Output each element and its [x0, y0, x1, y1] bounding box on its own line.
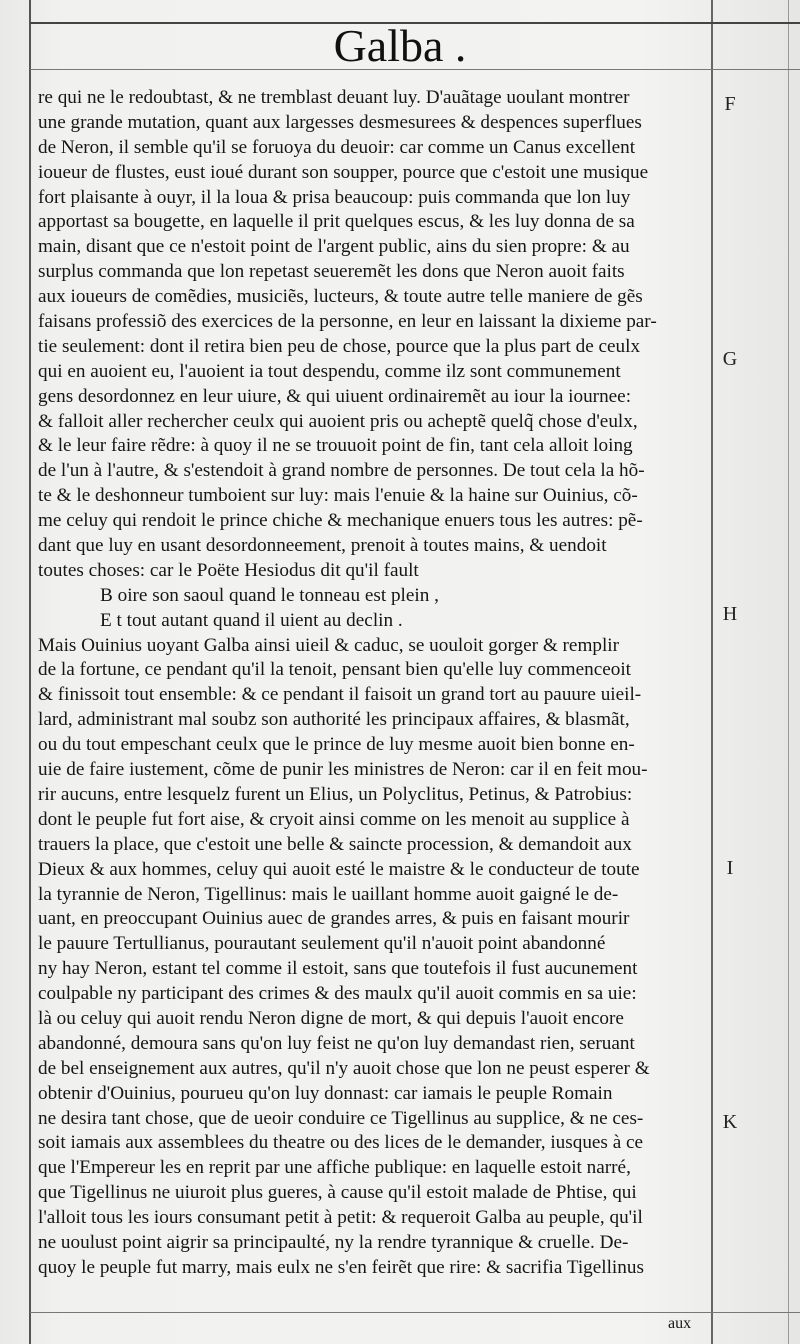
text-line: dont le peuple fut fort aise, & cryoit ainsi comme on les menoit au supplice à: [38, 808, 630, 830]
text-line: Mais Ouinius uoyant Galba ainsi uieil & caduc, se uouloit gorger & remplir: [38, 634, 620, 656]
page-edge-rule: [788, 0, 789, 1344]
text-line: la tyrannie de Neron, Tigellinus: mais le uaillant homme auoit gaigné le de-: [38, 883, 619, 905]
text-line: fort plaisante à ouyr, il la loua & prisa beaucoup: puis commanda que lon luy: [38, 186, 631, 208]
text-line: aux ioueurs de comẽdies, musiciẽs, lucteurs, & toute autre telle maniere de gẽs: [38, 286, 643, 308]
footer-rule: [30, 1312, 800, 1313]
text-line: le pauure Tertullianus, pourautant seulement qu'il n'auoit point abandonné: [38, 933, 606, 955]
text-line: lard, administrant mal soubz son authorité les principaux affaires, & blasmãt,: [38, 709, 630, 731]
text-line: de bel enseignement aux autres, qu'il n'y auoit chose que lon ne peust esperer &: [38, 1057, 650, 1079]
text-line: surplus commanda que lon repetast seueremẽt les dons que Neron auoit faits: [38, 261, 625, 283]
text-line: uie de faire iustement, cõme de punir les ministres de Neron: car il en feit mou-: [38, 759, 648, 781]
text-line: & finissoit tout ensemble: & ce pendant il faisoit un grand tort au pauure uieil-: [38, 684, 642, 706]
text-line: là ou celuy qui auoit rendu Neron digne de mort, & qui depuis l'auoit encore: [38, 1007, 624, 1029]
text-line: de Neron, il semble qu'il se foruoya du deuoir: car comme un Canus excellent: [38, 136, 636, 158]
text-line: ne uoulust point aigrir sa principaulté, ny la rendre tyrannique & cruelle. De-: [38, 1231, 629, 1253]
text-line: ioueur de flustes, eust ioué durant son soupper, pource que c'estoit une musique: [38, 161, 649, 183]
text-line: ny hay Neron, estant tel comme il estoit, sans que toutefois il fust aucunement: [38, 958, 638, 980]
text-line: l'alloit tous les iours consumant petit à petit: & requeroit Galba au peuple, qu'il: [38, 1207, 643, 1229]
margin-letter: H: [722, 603, 738, 625]
text-line: gens desordonnez en leur uiure, & qui uiuent ordinairemẽt au iour la iournee:: [38, 385, 632, 407]
text-line: abandonné, demoura sans qu'on luy feist ne qu'on luy demandast rien, seruant: [38, 1032, 635, 1054]
text-line: dant que luy en usant desordonneement, prenoit à toutes mains, & uendoit: [38, 535, 607, 557]
margin-letter: F: [724, 93, 736, 115]
text-line: obtenir d'Ouinius, pourueu qu'on luy donnast: car iamais le peuple Romain: [38, 1082, 613, 1104]
text-line: quoy le peuple fut marry, mais eulx ne s'en feirẽt que rire: & sacrifia Tigellinus: [38, 1256, 644, 1278]
text-line: Dieux & aux hommes, celuy qui auoit esté le maistre & le conducteur de toute: [38, 858, 640, 880]
text-line: ne desira tant chose, que de ueoir conduire ce Tigellinus au supplice, & ne ces-: [38, 1107, 644, 1129]
text-line: rir aucuns, entre lesquelz furent un Elius, un Polyclitus, Petinus, & Patrobius:: [38, 783, 633, 805]
text-line: que l'Empereur les en reprit par une affiche publique: en laquelle estoit narré,: [38, 1157, 631, 1179]
text-line: me celuy qui rendoit le prince chiche & mechanique enuers tous les autres: pẽ-: [38, 510, 643, 532]
text-line: qui en auoient eu, l'auoient ia tout despendu, comme ilz sont communement: [38, 360, 621, 382]
margin-letter: I: [726, 857, 734, 879]
margin-letter: G: [722, 348, 738, 370]
text-line: faisans professiõ des exercices de la personne, en leur en laissant la dixieme par-: [38, 311, 657, 333]
text-line: E t tout autant quand il uient au declin .: [100, 609, 403, 631]
text-line: B oire son saoul quand le tonneau est plein ,: [100, 584, 439, 606]
text-line: de l'un à l'autre, & s'estendoit à grand nombre de personnes. De tout cela la hõ-: [38, 460, 645, 482]
text-line: apportast sa bougette, en laquelle il prit quelques escus, & les luy donna de sa: [38, 211, 635, 233]
text-line: que Tigellinus ne uiuroit plus gueres, à cause qu'il estoit malade de Phtise, qui: [38, 1182, 637, 1204]
text-line: & le leur faire rẽdre: à quoy il ne se trouuoit point de fin, tant cela alloit loing: [38, 435, 633, 457]
text-line: tie seulement: dont il retira bien peu de chose, pource que la plus part de ceulx: [38, 335, 641, 357]
text-line: main, disant que ce n'estoit point de l'argent public, ains du sien propre: & au: [38, 236, 630, 258]
text-line: re qui ne le redoubtast, & ne tremblast deuant luy. D'auãtage uoulant montrer: [38, 87, 630, 108]
text-line: de la fortune, ce pendant qu'il la tenoit, pensant bien qu'elle luy commenceoit: [38, 659, 632, 681]
body-text: [38, 86, 706, 1281]
text-line: soit iamais aux assemblees du theatre ou des lices de le demander, iusques à ce: [38, 1132, 644, 1154]
text-line: ou du tout empeschant ceulx que le prince de luy mesme auoit bien bonne en-: [38, 734, 635, 756]
text-line: une grande mutation, quant aux largesses desmesurees & despences superflues: [38, 111, 642, 133]
margin-letter: K: [722, 1111, 738, 1133]
text-line: & falloit aller rechercher ceulx qui auoient pris ou acheptẽ quelq̃ chose d'eulx,: [38, 410, 638, 432]
running-head: Galba .: [333, 20, 467, 71]
text-line: trauers la place, que c'estoit une belle & saincte procession, & demandoit aux: [38, 833, 632, 855]
text-line: coulpable ny participant des crimes & des maulx qu'il auoit commis en sa uie:: [38, 983, 637, 1005]
text-frame-right-rule: [711, 0, 713, 1344]
text-line: uant, en preoccupant Ouinius auec de grandes arres, & puis en faisant mourir: [38, 908, 630, 930]
text-line: toutes choses: car le Poëte Hesiodus dit qu'il fault: [38, 559, 419, 581]
page-gutter-rule: [29, 0, 31, 1344]
text-line: te & le deshonneur tumboient sur luy: mais l'enuie & la haine sur Ouinius, cõ-: [38, 485, 638, 507]
catchword: aux: [668, 1315, 692, 1332]
